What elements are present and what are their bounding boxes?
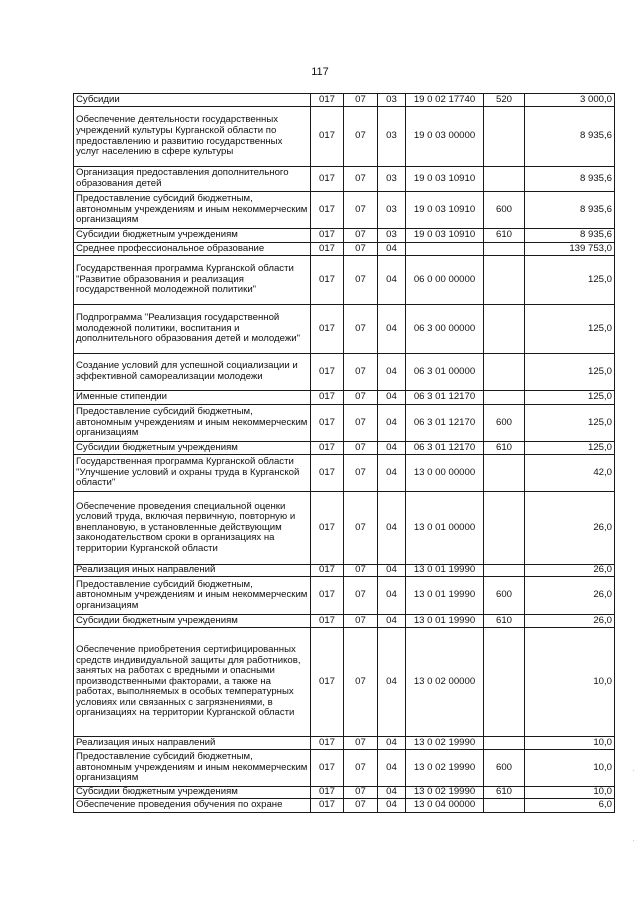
row-section-code: 07 bbox=[344, 455, 378, 492]
row-target-article: 19 0 03 10910 bbox=[406, 229, 484, 243]
row-amount: 10,0 bbox=[525, 750, 615, 787]
table-row bbox=[74, 615, 615, 628]
row-name-cell: Предоставление субсидий бюджетным, автономным учреждениям и иным некоммерческим организациям bbox=[74, 405, 311, 442]
row-amount: 125,0 bbox=[525, 405, 615, 442]
row-subsection-code: 04 bbox=[378, 787, 406, 799]
row-subsection-code: 04 bbox=[378, 256, 406, 305]
row-name-cell: Субсидии бюджетным учреждениям bbox=[74, 615, 311, 628]
page-number: 117 bbox=[311, 66, 329, 78]
row-amount: 10,0 bbox=[525, 787, 615, 799]
row-section-code: 07 bbox=[344, 577, 378, 615]
row-expense-type bbox=[484, 492, 525, 565]
row-name-cell: Государственная программа Курганской области "Улучшение условий и охраны труда в Курганской области" bbox=[74, 455, 311, 492]
table-row bbox=[74, 628, 615, 737]
row-name-cell: Обеспечение проведения специальной оценки условий труда, включая первичную, повторную и внеплановую, в установленные действующим законодательством сроки в организациях на территории Курганской области bbox=[74, 492, 311, 565]
table-row bbox=[74, 799, 615, 813]
row-target-article: 13 0 01 00000 bbox=[406, 492, 484, 565]
row-expense-type bbox=[484, 243, 525, 256]
row-admin-code: 017 bbox=[311, 229, 344, 243]
row-expense-type bbox=[484, 391, 525, 405]
row-section-code: 07 bbox=[344, 799, 378, 813]
row-admin-code: 017 bbox=[311, 737, 344, 750]
row-target-article: 13 0 02 19990 bbox=[406, 787, 484, 799]
row-expense-type bbox=[484, 628, 525, 737]
row-target-article: 13 0 02 00000 bbox=[406, 628, 484, 737]
row-expense-type: 600 bbox=[484, 192, 525, 229]
row-expense-type: 610 bbox=[484, 615, 525, 628]
row-admin-code: 017 bbox=[311, 94, 344, 107]
table-row bbox=[74, 192, 615, 229]
row-amount: 125,0 bbox=[525, 256, 615, 305]
row-name-cell: Именные стипендии bbox=[74, 391, 311, 405]
row-amount: 125,0 bbox=[525, 354, 615, 391]
row-name-cell: Субсидии бюджетным учреждениям bbox=[74, 442, 311, 455]
row-subsection-code: 03 bbox=[378, 167, 406, 192]
scan-mark bbox=[633, 840, 634, 841]
table-row bbox=[74, 167, 615, 192]
row-name-cell: Государственная программа Курганской области "Развитие образования и реализация государственной молодежной политики" bbox=[74, 256, 311, 305]
row-admin-code: 017 bbox=[311, 107, 344, 167]
budget-table bbox=[73, 93, 615, 813]
row-amount: 10,0 bbox=[525, 737, 615, 750]
row-admin-code: 017 bbox=[311, 750, 344, 787]
row-expense-type bbox=[484, 256, 525, 305]
row-target-article: 13 0 01 19990 bbox=[406, 565, 484, 577]
row-section-code: 07 bbox=[344, 107, 378, 167]
row-section-code: 07 bbox=[344, 243, 378, 256]
row-subsection-code: 04 bbox=[378, 492, 406, 565]
row-section-code: 07 bbox=[344, 354, 378, 391]
table-row bbox=[74, 391, 615, 405]
row-expense-type bbox=[484, 455, 525, 492]
row-expense-type: 600 bbox=[484, 750, 525, 787]
row-target-article: 19 0 03 00000 bbox=[406, 107, 484, 167]
row-section-code: 07 bbox=[344, 256, 378, 305]
row-amount: 139 753,0 bbox=[525, 243, 615, 256]
row-section-code: 07 bbox=[344, 167, 378, 192]
row-section-code: 07 bbox=[344, 192, 378, 229]
row-expense-type: 610 bbox=[484, 442, 525, 455]
scan-mark bbox=[633, 770, 634, 771]
row-subsection-code: 04 bbox=[378, 737, 406, 750]
row-section-code: 07 bbox=[344, 391, 378, 405]
table-row bbox=[74, 94, 615, 107]
row-target-article bbox=[406, 243, 484, 256]
row-subsection-code: 04 bbox=[378, 577, 406, 615]
row-target-article: 13 0 02 19990 bbox=[406, 750, 484, 787]
row-name-cell: Организация предоставления дополнительного образования детей bbox=[74, 167, 311, 192]
row-expense-type bbox=[484, 305, 525, 354]
row-name-cell: Предоставление субсидий бюджетным, автономным учреждениям и иным некоммерческим организациям bbox=[74, 750, 311, 787]
row-expense-type bbox=[484, 737, 525, 750]
row-target-article: 13 0 01 19990 bbox=[406, 615, 484, 628]
row-name-cell: Реализация иных направлений bbox=[74, 737, 311, 750]
table-row bbox=[74, 305, 615, 354]
row-expense-type: 520 bbox=[484, 94, 525, 107]
row-name-cell: Подпрограмма "Реализация государственной молодежной политики, воспитания и дополнительного образования детей и молодежи" bbox=[74, 305, 311, 354]
row-subsection-code: 04 bbox=[378, 615, 406, 628]
row-admin-code: 017 bbox=[311, 256, 344, 305]
row-subsection-code: 03 bbox=[378, 192, 406, 229]
table-row bbox=[74, 737, 615, 750]
row-target-article: 06 0 00 00000 bbox=[406, 256, 484, 305]
row-section-code: 07 bbox=[344, 737, 378, 750]
row-admin-code: 017 bbox=[311, 787, 344, 799]
table-row bbox=[74, 107, 615, 167]
row-subsection-code: 04 bbox=[378, 750, 406, 787]
row-expense-type: 610 bbox=[484, 787, 525, 799]
row-subsection-code: 04 bbox=[378, 799, 406, 813]
row-section-code: 07 bbox=[344, 565, 378, 577]
row-name-cell: Обеспечение деятельности государственных учреждений культуры Курганской области по предоставлению и развитию государственных услуг населению в сфере культуры bbox=[74, 107, 311, 167]
row-target-article: 06 3 01 00000 bbox=[406, 354, 484, 391]
row-name-cell: Обеспечение приобретения сертифицированных средств индивидуальной защиты для работников, занятых на работах с вредными и опасными производственными факторами, а также на работах, выполняемых в особых температурных условиях или связанных с загрязнениями, в организациях на территории Курганской области bbox=[74, 628, 311, 737]
table-body bbox=[74, 94, 615, 813]
row-section-code: 07 bbox=[344, 94, 378, 107]
row-subsection-code: 03 bbox=[378, 94, 406, 107]
row-subsection-code: 04 bbox=[378, 455, 406, 492]
row-subsection-code: 04 bbox=[378, 305, 406, 354]
row-target-article: 06 3 00 00000 bbox=[406, 305, 484, 354]
row-admin-code: 017 bbox=[311, 391, 344, 405]
row-subsection-code: 03 bbox=[378, 107, 406, 167]
row-name-cell: Предоставление субсидий бюджетным, автономным учреждениям и иным некоммерческим организациям bbox=[74, 192, 311, 229]
row-admin-code: 017 bbox=[311, 628, 344, 737]
row-subsection-code: 04 bbox=[378, 442, 406, 455]
row-subsection-code: 03 bbox=[378, 229, 406, 243]
row-target-article: 06 3 01 12170 bbox=[406, 405, 484, 442]
row-amount: 8 935,6 bbox=[525, 229, 615, 243]
row-name-cell: Субсидии бюджетным учреждениям bbox=[74, 229, 311, 243]
row-admin-code: 017 bbox=[311, 192, 344, 229]
row-section-code: 07 bbox=[344, 305, 378, 354]
row-amount: 8 935,6 bbox=[525, 107, 615, 167]
table-row bbox=[74, 243, 615, 256]
row-target-article: 13 0 01 19990 bbox=[406, 577, 484, 615]
row-amount: 6,0 bbox=[525, 799, 615, 813]
table-row bbox=[74, 354, 615, 391]
row-target-article: 19 0 03 10910 bbox=[406, 192, 484, 229]
row-amount: 3 000,0 bbox=[525, 94, 615, 107]
row-admin-code: 017 bbox=[311, 442, 344, 455]
row-expense-type bbox=[484, 107, 525, 167]
row-target-article: 19 0 02 17740 bbox=[406, 94, 484, 107]
row-target-article: 06 3 01 12170 bbox=[406, 391, 484, 405]
row-section-code: 07 bbox=[344, 229, 378, 243]
row-admin-code: 017 bbox=[311, 305, 344, 354]
row-subsection-code: 04 bbox=[378, 391, 406, 405]
table-row bbox=[74, 492, 615, 565]
row-target-article: 19 0 03 10910 bbox=[406, 167, 484, 192]
table-row bbox=[74, 442, 615, 455]
table-row bbox=[74, 405, 615, 442]
row-section-code: 07 bbox=[344, 442, 378, 455]
row-expense-type bbox=[484, 167, 525, 192]
row-subsection-code: 04 bbox=[378, 354, 406, 391]
row-name-cell: Субсидии бюджетным учреждениям bbox=[74, 787, 311, 799]
row-expense-type bbox=[484, 799, 525, 813]
row-name-cell: Субсидии bbox=[74, 94, 311, 107]
row-name-cell: Создание условий для успешной социализации и эффективной самореализации молодежи bbox=[74, 354, 311, 391]
row-amount: 8 935,6 bbox=[525, 167, 615, 192]
row-name-cell: Обеспечение проведения обучения по охране bbox=[74, 799, 311, 813]
table-row bbox=[74, 565, 615, 577]
row-admin-code: 017 bbox=[311, 492, 344, 565]
row-amount: 26,0 bbox=[525, 615, 615, 628]
row-amount: 10,0 bbox=[525, 628, 615, 737]
row-amount: 8 935,6 bbox=[525, 192, 615, 229]
row-admin-code: 017 bbox=[311, 455, 344, 492]
row-target-article: 13 0 00 00000 bbox=[406, 455, 484, 492]
table-row bbox=[74, 787, 615, 799]
row-expense-type: 600 bbox=[484, 577, 525, 615]
row-amount: 26,0 bbox=[525, 577, 615, 615]
row-section-code: 07 bbox=[344, 628, 378, 737]
row-target-article: 13 0 02 19990 bbox=[406, 737, 484, 750]
row-subsection-code: 04 bbox=[378, 243, 406, 256]
row-amount: 42,0 bbox=[525, 455, 615, 492]
table-row bbox=[74, 256, 615, 305]
row-admin-code: 017 bbox=[311, 167, 344, 192]
row-expense-type bbox=[484, 565, 525, 577]
row-expense-type: 600 bbox=[484, 405, 525, 442]
row-target-article: 13 0 04 00000 bbox=[406, 799, 484, 813]
row-admin-code: 017 bbox=[311, 243, 344, 256]
row-admin-code: 017 bbox=[311, 354, 344, 391]
row-section-code: 07 bbox=[344, 405, 378, 442]
table-row bbox=[74, 750, 615, 787]
row-admin-code: 017 bbox=[311, 405, 344, 442]
row-admin-code: 017 bbox=[311, 615, 344, 628]
row-amount: 125,0 bbox=[525, 305, 615, 354]
row-section-code: 07 bbox=[344, 750, 378, 787]
row-name-cell: Реализация иных направлений bbox=[74, 565, 311, 577]
row-amount: 26,0 bbox=[525, 492, 615, 565]
row-amount: 26,0 bbox=[525, 565, 615, 577]
table-row bbox=[74, 455, 615, 492]
row-admin-code: 017 bbox=[311, 577, 344, 615]
row-amount: 125,0 bbox=[525, 391, 615, 405]
row-target-article: 06 3 01 12170 bbox=[406, 442, 484, 455]
table-row bbox=[74, 577, 615, 615]
row-name-cell: Среднее профессиональное образование bbox=[74, 243, 311, 256]
row-subsection-code: 04 bbox=[378, 565, 406, 577]
row-expense-type bbox=[484, 354, 525, 391]
row-section-code: 07 bbox=[344, 787, 378, 799]
row-name-cell: Предоставление субсидий бюджетным, автономным учреждениям и иным некоммерческим организациям bbox=[74, 577, 311, 615]
row-expense-type: 610 bbox=[484, 229, 525, 243]
row-admin-code: 017 bbox=[311, 565, 344, 577]
row-section-code: 07 bbox=[344, 492, 378, 565]
row-amount: 125,0 bbox=[525, 442, 615, 455]
row-subsection-code: 04 bbox=[378, 405, 406, 442]
row-admin-code: 017 bbox=[311, 799, 344, 813]
row-subsection-code: 04 bbox=[378, 628, 406, 737]
row-section-code: 07 bbox=[344, 615, 378, 628]
table-row bbox=[74, 229, 615, 243]
